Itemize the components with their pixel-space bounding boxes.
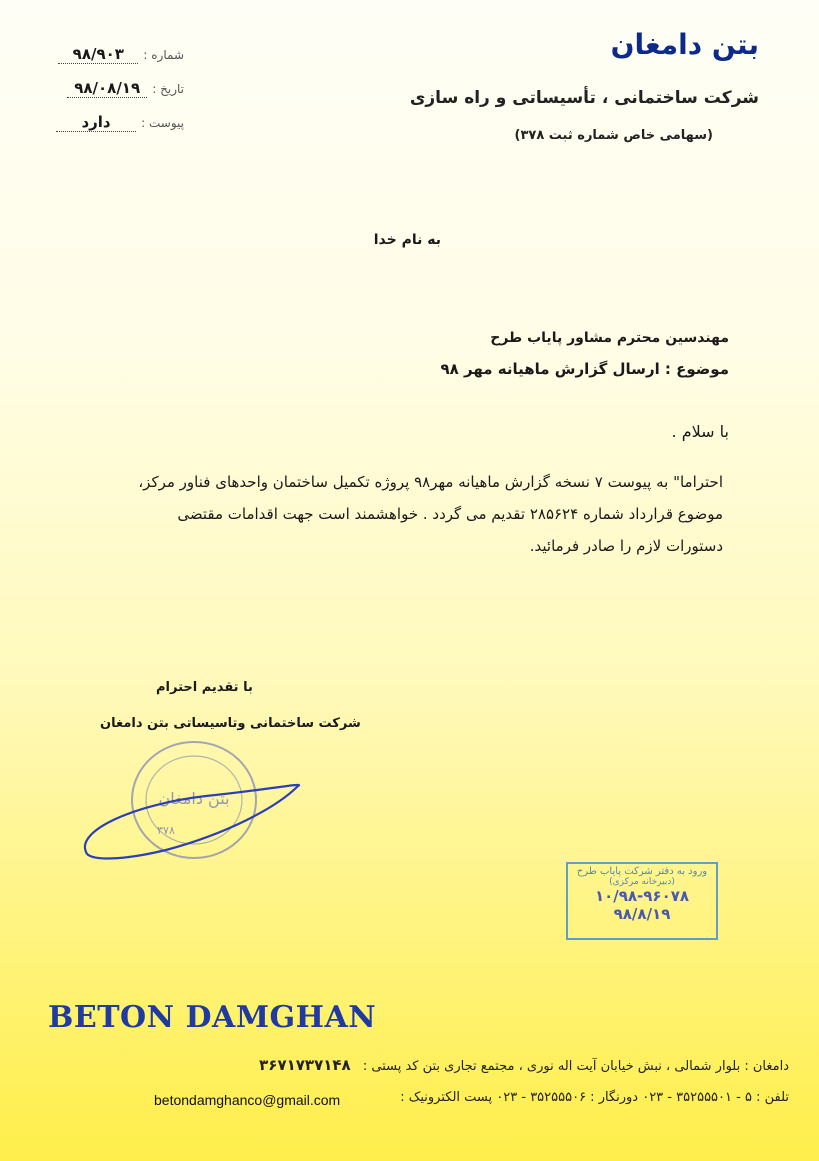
company-name: بتن دامغان bbox=[610, 28, 759, 61]
company-seal bbox=[76, 734, 316, 874]
company-registration: (سهامی خاص شماره ثبت ۳۷۸) bbox=[514, 128, 713, 143]
attachment-label: پیوست : bbox=[141, 116, 184, 130]
date-value: ۹۸/۰۸/۱۹ bbox=[67, 79, 147, 98]
attachment-value: دارد bbox=[56, 113, 136, 132]
letter-date-row bbox=[44, 78, 184, 98]
subject-line: موضوع : ارسال گزارش ماهیانه مهر ۹۸ bbox=[440, 360, 729, 378]
recipient-line: مهندسین محترم مشاور پایاب طرح bbox=[490, 330, 729, 346]
footer-address-text: دامغان : بلوار شمالی ، نبش خیابان آیت اله نوری ، مجتمع تجاری بتن کد پستی : bbox=[362, 1059, 789, 1074]
body-line-2: موضوع قرارداد شماره ۲۸۵۶۲۴ تقدیم می گردد . خواهشمند است جهت اقدامات مقتضی bbox=[177, 505, 723, 523]
letter-number-row bbox=[44, 44, 184, 64]
number-value: ۹۸/۹۰۳ bbox=[58, 45, 138, 64]
letter-attachment-row bbox=[44, 112, 184, 132]
company-subtitle: شرکت ساختمانی ، تأسیساتی و راه سازی bbox=[409, 88, 759, 108]
body-line-3: دستورات لازم را صادر فرمائید. bbox=[529, 537, 723, 555]
seal-text-name: بتن دامغان bbox=[158, 789, 230, 808]
signatory-line: شرکت ساختمانی وتاسیساتی بتن دامغان bbox=[100, 716, 361, 731]
received-title: ورود به دفتر شرکت پایاب طرح bbox=[576, 866, 708, 877]
footer-email[interactable]: betondamghanco@gmail.com bbox=[154, 1092, 341, 1108]
body-line-1: احتراما" به پیوست ۷ نسخه گزارش ماهیانه مهر۹۸ پروژه تکمیل ساختمان واحدهای فناور مرکز، bbox=[138, 473, 723, 491]
number-label: شماره : bbox=[143, 48, 184, 62]
received-stamp bbox=[566, 862, 718, 940]
footer-brand: BETON DAMGHAN bbox=[48, 1000, 377, 1035]
received-subtitle: (دبیرخانه مرکزی) bbox=[609, 877, 675, 887]
body-paragraph bbox=[93, 466, 723, 562]
footer-phones: تلفن : ۵ - ۳۵۲۵۵۵۰۱ - ۰۲۳ دورنگار : ۳۵۲۵۵۵۰۶ - ۰۲۳ پست الکترونیک : bbox=[400, 1090, 789, 1105]
received-date: ۹۸/۸/۱۹ bbox=[613, 905, 671, 923]
closing-line: با تقدیم احترام bbox=[156, 680, 253, 695]
seal-text-reg: ۳۷۸ bbox=[157, 824, 175, 837]
bismillah-heading: به نام خدا bbox=[373, 232, 441, 248]
footer-address bbox=[259, 1056, 789, 1074]
received-number: ۱۰/۹۸-۹۶۰۷۸ bbox=[594, 887, 690, 905]
footer-postal-code: ۳۶۷۱۷۳۷۱۴۸ bbox=[259, 1056, 351, 1074]
date-label: تاریخ : bbox=[152, 82, 184, 96]
greeting-line: با سلام . bbox=[671, 422, 729, 441]
